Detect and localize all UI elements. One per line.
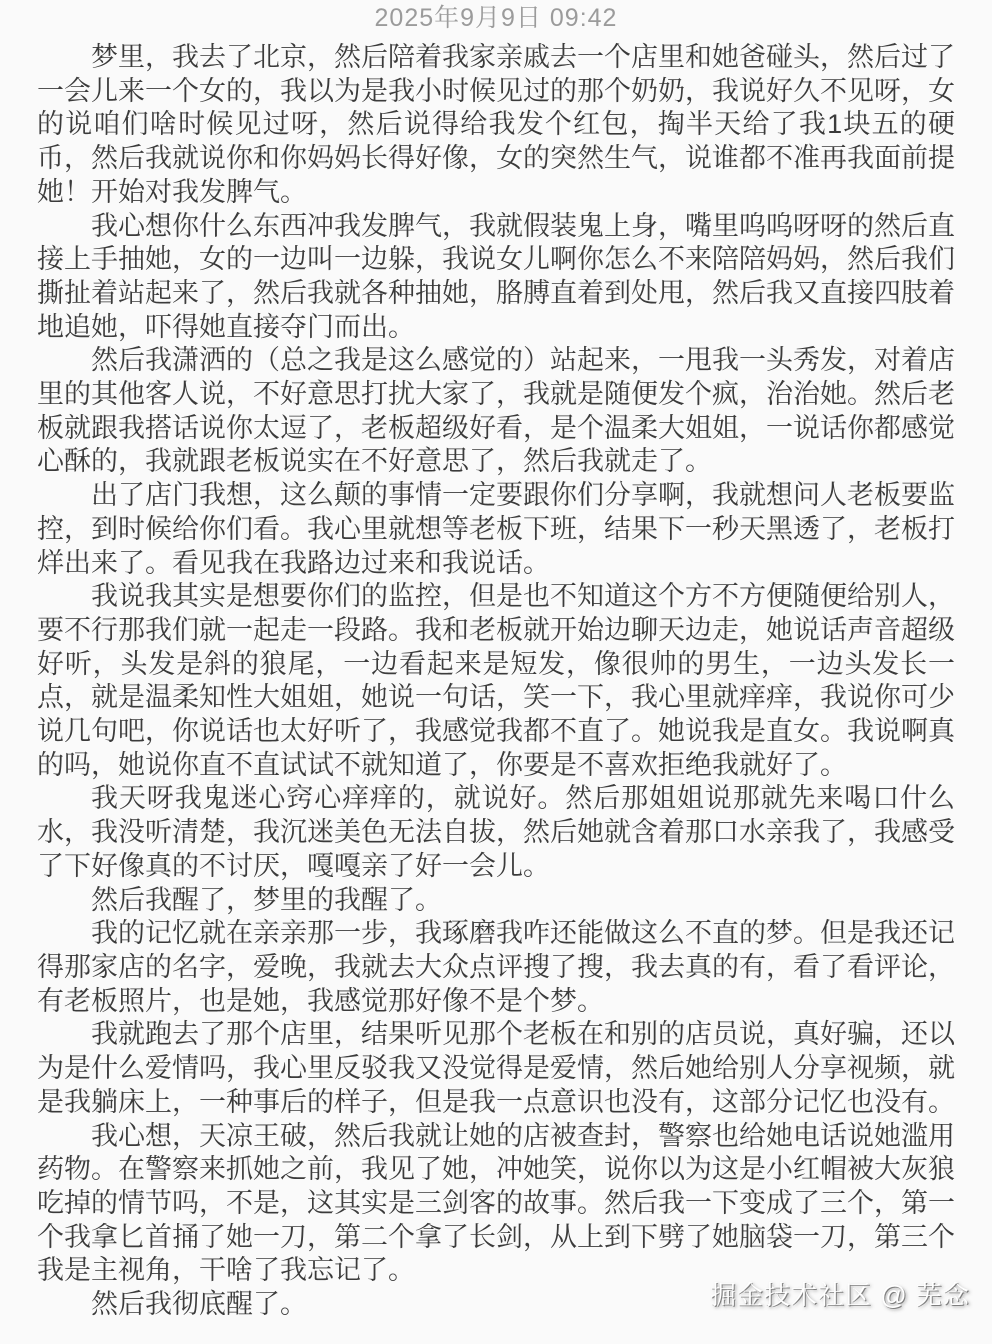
- paragraph: 梦里，我去了北京，然后陪着我家亲戚去一个店里和她爸碰头，然后过了一会儿来一个女的，我以为是我小时候见过的那个奶奶，我说好久不见呀，女的说咱们啥时候见过呀，然后说得给我发个红包，掏半天给了我1块五的硬币，然后我就说你和你妈妈长得好像，女的突然生气，说谁都不准再我面前提她！开始对我发脾气。: [37, 42, 955, 207]
- paragraph: 我的记忆就在亲亲那一步，我琢磨我咋还能做这么不直的梦。但是我还记得那家店的名字，爱晚，我就去大众点评搜了搜，我去真的有，看了看评论，有老板照片，也是她，我感觉那好像不是个梦。: [37, 918, 955, 1016]
- paragraph: 然后我彻底醒了。: [91, 1289, 307, 1320]
- watermark: 掘金技术社区 @ 芜念: [710, 1280, 970, 1310]
- article-body: [37, 41, 955, 1322]
- paragraph: 然后我潇洒的（总之我是这么感觉的）站起来，一甩我一头秀发，对着店里的其他客人说，不好意思打扰大家了，我就是随便发个疯，治治她。然后老板就跟我搭话说你太逗了，老板超级好看，是个温柔大姐姐，一说话你都感觉心酥的，我就跟老板说实在不好意思了，然后我就走了。: [37, 345, 955, 477]
- paragraph: 我就跑去了那个店里，结果听见那个老板在和别的店员说，真好骗，还以为是什么爱情吗，我心里反驳我又没觉得是爱情，然后她给别人分享视频，就是我躺床上，一种事后的样子，但是我一点意识也没有，这部分记忆也没有。: [37, 1019, 955, 1117]
- timestamp: 2025年9月9日 09:42: [374, 4, 618, 32]
- paragraph: 我心想你什么东西冲我发脾气，我就假装鬼上身，嘴里呜呜呀呀的然后直接上手抽她，女的一边叫一边躲，我说女儿啊你怎么不来陪陪妈妈，然后我们撕扯着站起来了，然后我就各种抽她，胳膊直着到处甩，然后我又直接四肢着地追她，吓得她直接夺门而出。: [37, 210, 955, 342]
- paragraph: 我说我其实是想要你们的监控，但是也不知道这个方不方便随便给别人，要不行那我们就一起走一段路。我和老板就开始边聊天边走，她说话声音超级好听，头发是斜的狼尾，一边看起来是短发，像很帅的男生，一边头发长一点，就是温柔知性大姐姐，她说一句话，笑一下，我心里就痒痒，我说你可少说几句吧，你说话也太好听了，我感觉我都不直了。她说我是直女。我说啊真的吗，她说你直不直试试不就知道了，你要是不喜欢拒绝我就好了。: [37, 581, 955, 780]
- paragraph: 我心想，天凉王破，然后我就让她的店被查封，警察也给她电话说她滥用药物。在警察来抓她之前，我见了她，冲她笑，说你以为这是小红帽被大灰狼吃掉的情节吗，不是，这其实是三剑客的故事。然后我一下变成了三个，第一个我拿匕首捅了她一刀，第二个拿了长剑，从上到下劈了她脑袋一刀，第三个我是主视角，干啥了我忘记了。: [37, 1120, 955, 1286]
- paragraph: 然后我醒了，梦里的我醒了。: [91, 884, 442, 915]
- paragraph: 出了店门我想，这么颠的事情一定要跟你们分享啊，我就想问人老板要监控，到时候给你们看。我心里就想等老板下班，结果下一秒天黑透了，老板打烊出来了。看见我在我路边过来和我说话。: [37, 480, 955, 578]
- paragraph: 我天呀我鬼迷心窍心痒痒的，就说好。然后那姐姐说那就先来喝口什么水，我没听清楚，我沉迷美色无法自拔，然后她就含着那口水亲我了，我感受了下好像真的不讨厌，嘎嘎亲了好一会儿。: [37, 783, 955, 881]
